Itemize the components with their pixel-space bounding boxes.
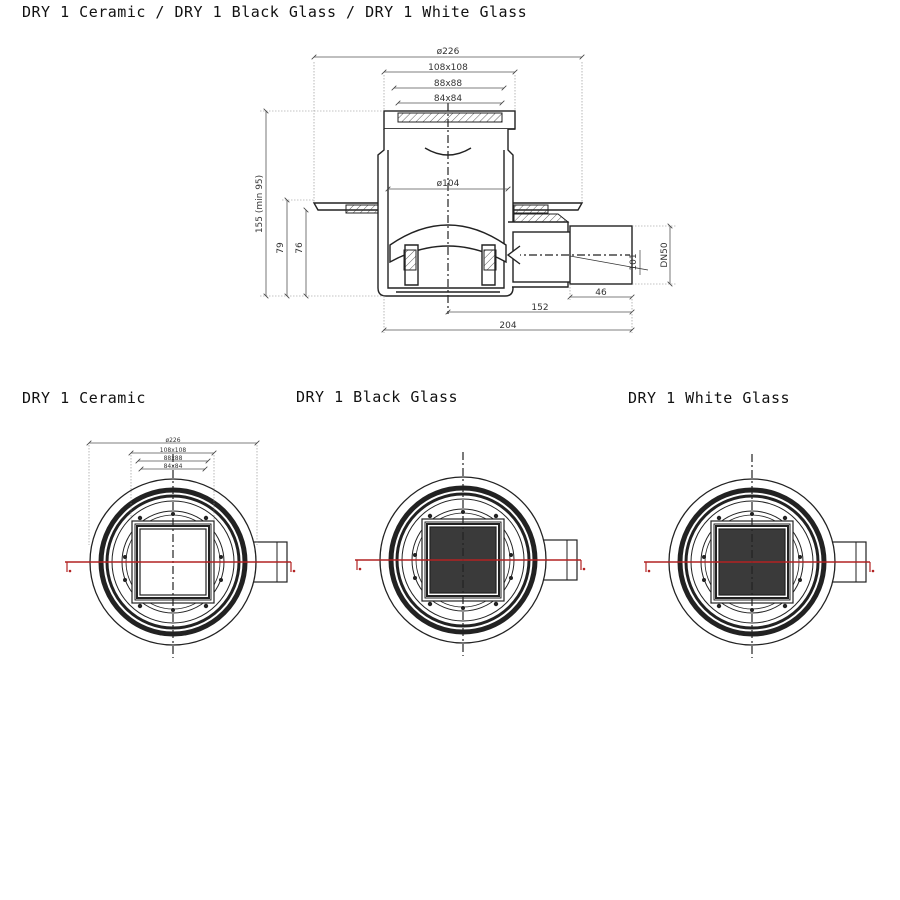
screw-dot (428, 602, 432, 606)
screw-dot (204, 516, 208, 520)
dim-204: 204 (499, 321, 517, 331)
dim-108: 108x108 (428, 63, 468, 73)
right-clamp (514, 205, 548, 213)
screw-dot (494, 602, 498, 606)
section-mark-right (293, 570, 296, 573)
screw-dot (783, 516, 787, 520)
fixing-dot (702, 578, 706, 582)
screw-dot (783, 604, 787, 608)
screw-dot (204, 604, 208, 608)
screw-dot (717, 516, 721, 520)
dim-76: 76 (295, 242, 305, 254)
plan-dim-108: 108x108 (159, 447, 187, 454)
dim-155: 155 (min 95) (255, 174, 265, 234)
view-title-ceramic: DRY 1 Ceramic (22, 389, 146, 407)
plan-dim-88: 88x88 (163, 455, 183, 462)
section-mark-left (69, 570, 72, 573)
fixing-dot (702, 555, 706, 559)
fixing-dot (123, 578, 127, 582)
dim-101: 101 (629, 253, 639, 271)
dim-dn50: DN50 (660, 242, 670, 268)
fixing-dot (798, 578, 802, 582)
fixing-dot (509, 553, 513, 557)
main-title: DRY 1 Ceramic / DRY 1 Black Glass / DRY 1 White Glass (22, 3, 528, 21)
fixing-dot (219, 555, 223, 559)
dim-79: 79 (276, 242, 286, 254)
section-mark-right (583, 568, 586, 571)
dim-88: 88x88 (433, 79, 463, 89)
fixing-dot (219, 578, 223, 582)
fixing-dot (413, 576, 417, 580)
section-view (255, 47, 676, 333)
fixing-dot (509, 576, 513, 580)
fixing-dot (798, 555, 802, 559)
fixing-dot (123, 555, 127, 559)
screw-dot (428, 514, 432, 518)
dim-84: 84x84 (433, 94, 463, 104)
dim-152: 152 (531, 303, 549, 313)
grate-tile (398, 113, 502, 122)
screw-dot (138, 516, 142, 520)
screw-dot (138, 604, 142, 608)
plan-views (65, 452, 874, 658)
section-mark-left (648, 570, 651, 573)
dim-d226: ø226 (436, 47, 460, 57)
section-mark-right (872, 570, 875, 573)
section-mark-left (359, 568, 362, 571)
plan-dim-84: 84x84 (163, 463, 183, 470)
screw-dot (494, 514, 498, 518)
fixing-dot (413, 553, 417, 557)
left-clamp (346, 205, 382, 213)
dim-46: 46 (595, 288, 607, 298)
dim-d104: ø104 (436, 179, 460, 189)
screw-dot (717, 604, 721, 608)
view-title-black-glass: DRY 1 Black Glass (296, 388, 459, 406)
view-title-white-glass: DRY 1 White Glass (628, 389, 791, 407)
plan-dim-d226: ø226 (165, 437, 181, 444)
